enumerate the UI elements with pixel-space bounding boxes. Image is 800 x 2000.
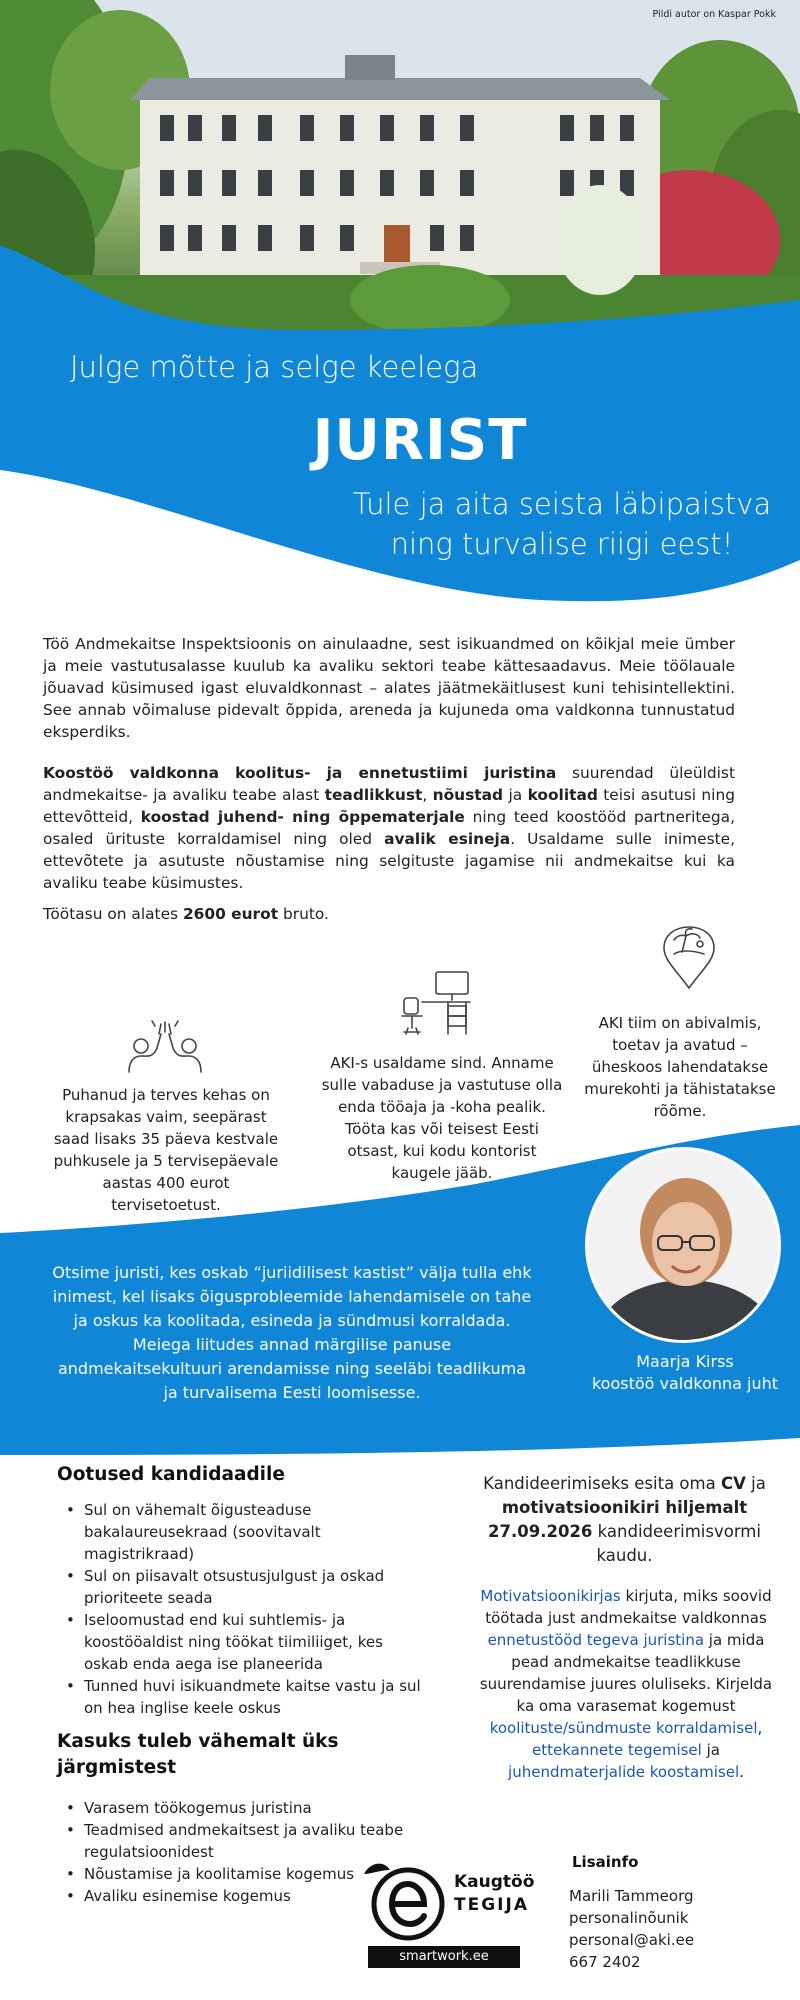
avatar bbox=[585, 1147, 781, 1343]
portrait-illustration bbox=[588, 1150, 781, 1343]
location-pin-island-icon bbox=[656, 924, 722, 990]
headline-slogan: Julge mõtte ja selge keelega bbox=[70, 350, 479, 384]
deadline: motivatsioonikiri hiljemalt 27.09.2026 bbox=[488, 1498, 748, 1541]
list-item: • Avaliku esinemise kogemus bbox=[66, 1885, 421, 1907]
list-item: • Tunned huvi isikuandmete kaitse vastu ja sul on hea inglise keele oskus bbox=[66, 1675, 421, 1719]
list-item: • Iseloomustad end kui suhtlemis- ja koostööaldist ning töökat tiimiliiget, kes oskab enda aega ise planeerida bbox=[66, 1609, 421, 1675]
advantages-heading: Kasuks tuleb vähemalt üks järgmistest bbox=[57, 1731, 339, 1778]
list-item: • Nõustamise ja koolitamise kogemus bbox=[66, 1863, 421, 1885]
feature-team-text: AKI tiim on abivalmis, toetav ja avatud – üheskoos lahendatakse murekohti ja tähistatakse rõõme. bbox=[584, 1014, 776, 1120]
list-item: • Teadmised andmekaitsest ja avaliku teabe regulatsioonidest bbox=[66, 1819, 421, 1863]
home-office-desk-icon bbox=[398, 968, 472, 1036]
list-item: • Varasem töökogemus juristina bbox=[66, 1797, 421, 1819]
feature-trust-text: AKI-s usaldame sind. Anname sulle vabaduse ja vastutuse olla enda tööaja ja -koha pealik. Tööta kas või teisest Eesti otsast, kui kodu kontorist kaugele jääb. bbox=[321, 1054, 563, 1182]
salary-text: Töötasu on alates 2600 eurot bruto. bbox=[43, 905, 329, 923]
headline-tagline: Tule ja aita seista läbipaistva ning turvalise riigi eest! bbox=[352, 487, 772, 561]
contact-heading: Lisainfo bbox=[572, 1853, 639, 1871]
person-role: koostöö valdkonna juht bbox=[591, 1374, 779, 1393]
photo-credit: Pildi autor on Kaspar Pokk bbox=[652, 9, 776, 20]
motivation-letter-text: Motivatsioonikirjas kirjuta, miks soovid töötada just andmekaitse valdkonnas ennetustööd tegeva juristina ja mida pead andmekaitse teadlikkuse suurendamise juures oluliseks. Kirjelda ka oma varasemat kogemust koolituste/sündmuste korraldamisel, ettekannete tegemisel ja juhendmaterjalide koostamisel. bbox=[479, 1587, 773, 1781]
contact-phone[interactable]: 667 2402 bbox=[569, 1953, 641, 1971]
person-caption bbox=[580, 1351, 790, 1395]
high-five-icon bbox=[125, 1018, 205, 1074]
kaugtoo-tegija-logo bbox=[356, 1860, 536, 1970]
contact-role: personalinõunik bbox=[569, 1909, 689, 1927]
expectations-heading: Ootused kandidaadile bbox=[57, 1464, 285, 1485]
intro-paragraph: Töö Andmekaitse Inspektsioonis on ainulaadne, sest isikuandmed on kõikjal meie ümber ja meie vastutusalasse kuulub ka avaliku sektori teabe kättesaadavus. Meie töölauale jõuavad küsimused igast eluvaldkonnast – alates jäätmekäitlusest kuni tehisintellektini. See annab võimaluse pidevalt õppida, areneda ja kujuneda oma valdkonna tunnustatud eksperdiks. bbox=[43, 635, 735, 741]
list-item: • Sul on piisavalt otsustusjulgust ja oskad prioriteete seada bbox=[66, 1565, 421, 1609]
logo-text-tegija: TEGIJA bbox=[454, 1895, 529, 1915]
application-instructions: Kandideerimiseks esita oma CV ja motivatsioonikiri hiljemalt 27.09.2026 kandideerimisvormi kaudu. bbox=[483, 1474, 766, 1565]
salary-value: 2600 eurot bbox=[182, 905, 279, 923]
expectations-list bbox=[66, 1499, 421, 1719]
contact-info bbox=[569, 1885, 694, 1973]
role-paragraph: Koostöö valdkonna koolitus- ja ennetustiimi juristina suurendad üleüldist andmekaitse- ja avaliku teabe alast teadlikkust, nõustad ja koolitad teisi asutusi ning ettevõtteid, koostad juhend- ning õppematerjale ning teed koostööd partneritega, osaled ürituste korraldamisel ning oled avalik esineja. Usaldame sulle inimeste, ettevõtete ja asutuste nõustamise ning selgituste jagamise nii andmekaitse kui ka avaliku teabe küsimustes. bbox=[43, 764, 735, 892]
logo-site: smartwork.ee bbox=[368, 1946, 520, 1968]
contact-email[interactable]: personal@aki.ee bbox=[569, 1931, 695, 1949]
e-logo-icon bbox=[356, 1860, 452, 1944]
logo-text-kaugtoo: Kaugtöö bbox=[454, 1872, 535, 1892]
quote-text: Otsime juristi, kes oskab “juriidilisest kastist” välja tulla ehk inimest, kel lisaks õigusprobleemide lahendamisele on tahe ja oskus ka koolitada, esineda ja sündmusi korraldada. Meiega liitudes annad märgilise panuse andmekaitsekultuuri arendamisse ning seeläbi teadlikuma ja turvalisema Eesti loomisesse. bbox=[52, 1263, 532, 1402]
contact-name: Marili Tammeorg bbox=[569, 1887, 694, 1905]
job-title: JURIST bbox=[312, 408, 528, 473]
person-name: Maarja Kirss bbox=[636, 1352, 734, 1371]
feature-health-text: Puhanud ja terves kehas on krapsakas vaim, seepärast saad lisaks 35 päeva kestvale puhkusele ja 5 tervisepäevale aastas 400 eurot tervisetoetust. bbox=[53, 1086, 279, 1214]
list-item: • Sul on vähemalt õigusteaduse bakalaureusekraad (soovitavalt magistrikraad) bbox=[66, 1499, 421, 1565]
